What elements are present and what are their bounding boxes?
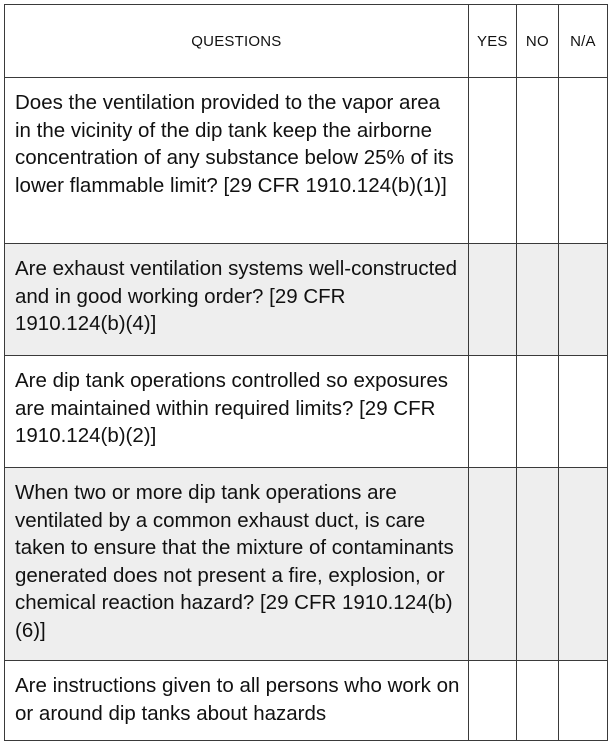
na-answer-cell[interactable] [558,78,607,244]
table-row [5,356,608,468]
question-cell: Are dip tank operations controlled so exposures are maintained within required limits? [29 CFR 1910.124(b)(2)] [5,356,469,468]
header-row [5,5,608,78]
na-answer-cell[interactable] [558,661,607,741]
question-cell: When two or more dip tank operations are ventilated by a common exhaust duct, is care taken to ensure that the mixture of contaminants generated does not present a fire, explosion, or chemical reaction hazard? [29 CFR 1910.124(b)(6)] [5,468,469,661]
yes-header: YES [468,5,516,78]
table-row [5,468,608,661]
na-header: N/A [558,5,607,78]
yes-answer-cell[interactable] [468,244,516,356]
no-answer-cell[interactable] [516,356,558,468]
question-cell: Are exhaust ventilation systems well-constructed and in good working order? [29 CFR 1910.124(b)(4)] [5,244,469,356]
questions-header: QUESTIONS [5,5,469,78]
yes-answer-cell[interactable] [468,78,516,244]
na-answer-cell[interactable] [558,244,607,356]
yes-answer-cell[interactable] [468,661,516,741]
no-header: NO [516,5,558,78]
no-answer-cell[interactable] [516,78,558,244]
na-answer-cell[interactable] [558,356,607,468]
yes-answer-cell[interactable] [468,468,516,661]
no-answer-cell[interactable] [516,468,558,661]
table-row [5,661,608,741]
question-cell: Are instructions given to all persons who work on or around dip tanks about hazards [5,661,469,741]
na-answer-cell[interactable] [558,468,607,661]
table-row [5,244,608,356]
checklist-table [4,4,608,741]
yes-answer-cell[interactable] [468,356,516,468]
no-answer-cell[interactable] [516,661,558,741]
question-cell: Does the ventilation provided to the vapor area in the vicinity of the dip tank keep the airborne concentration of any substance below 25% of its lower flammable limit? [29 CFR 1910.124(b)(1)] [5,78,469,244]
no-answer-cell[interactable] [516,244,558,356]
table-row [5,78,608,244]
